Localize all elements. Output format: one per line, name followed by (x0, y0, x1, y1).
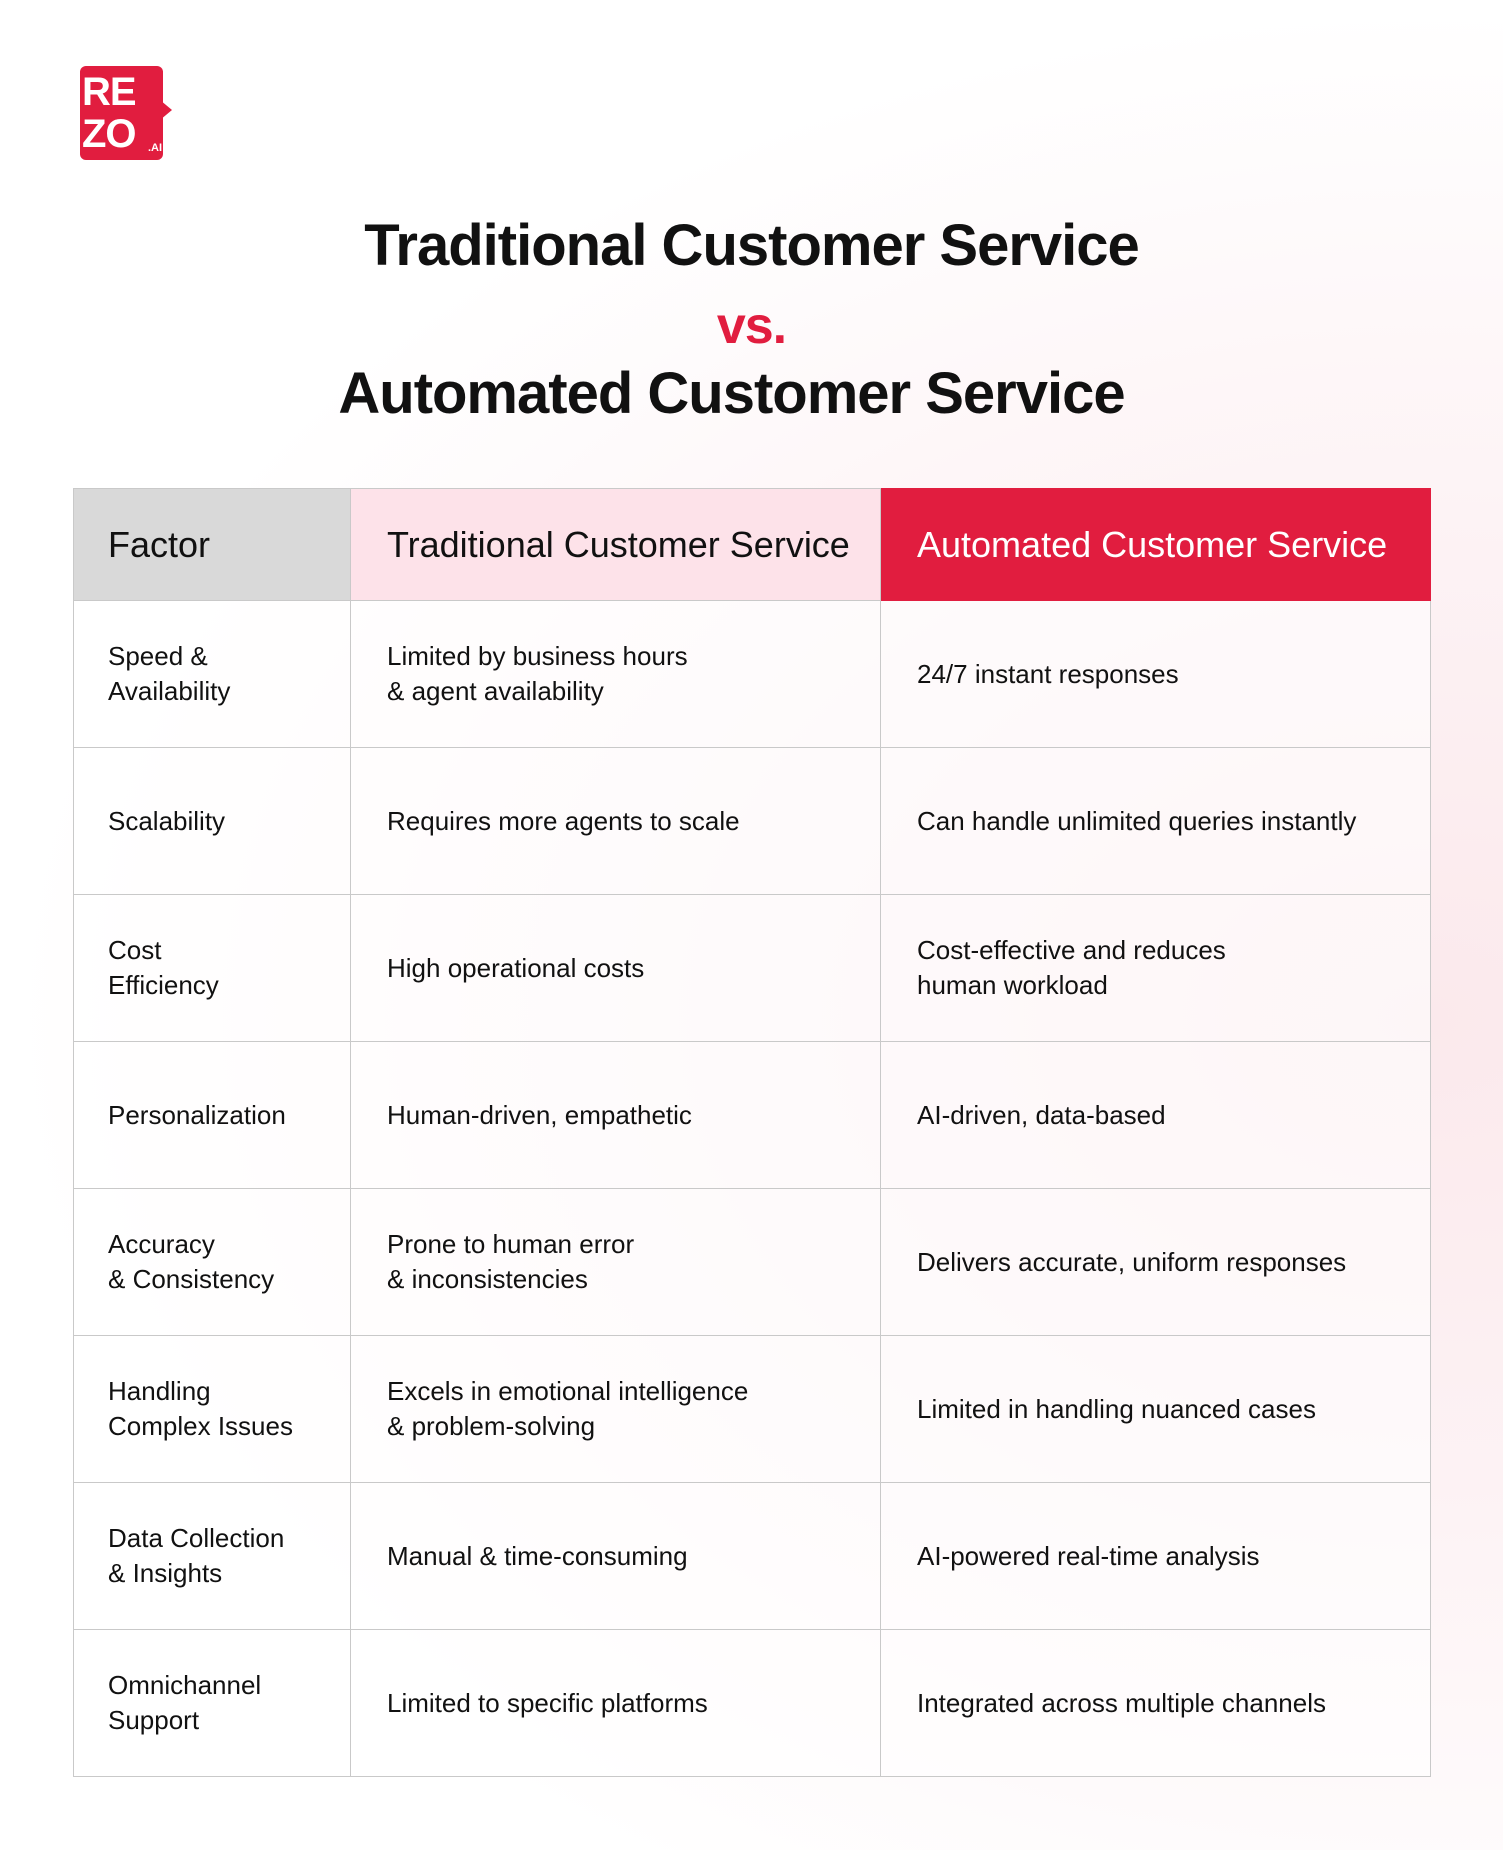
traditional-cell: Limited by business hours & agent availability (351, 601, 881, 748)
logo-notch (160, 100, 172, 120)
title-traditional: Traditional Customer Service (364, 213, 1139, 278)
table-row (74, 895, 1431, 1042)
title-vs: vs. (716, 297, 787, 355)
comparison-table (73, 488, 1431, 1777)
factor-cell: Cost Efficiency (74, 895, 351, 1042)
factor-cell: Handling Complex Issues (74, 1336, 351, 1483)
automated-cell: Can handle unlimited queries instantly (881, 748, 1431, 895)
table-row (74, 601, 1431, 748)
factor-cell: Scalability (74, 748, 351, 895)
automated-cell: AI-driven, data-based (881, 1042, 1431, 1189)
table-row (74, 1042, 1431, 1189)
factor-cell: Data Collection & Insights (74, 1483, 351, 1630)
rezo-logo (80, 66, 173, 160)
table-row (74, 1189, 1431, 1336)
logo-suffix: .AI (148, 142, 163, 154)
logo-text-top: RE (82, 70, 136, 114)
automated-cell: Limited in handling nuanced cases (881, 1336, 1431, 1483)
table-row (74, 1630, 1431, 1777)
traditional-cell: Prone to human error & inconsistencies (351, 1189, 881, 1336)
automated-cell: Delivers accurate, uniform responses (881, 1189, 1431, 1336)
factor-cell: Personalization (74, 1042, 351, 1189)
factor-cell: Omnichannel Support (74, 1630, 351, 1777)
traditional-cell: Excels in emotional intelligence & problem-solving (351, 1336, 881, 1483)
automated-cell: Cost-effective and reduces human workload (881, 895, 1431, 1042)
traditional-cell: High operational costs (351, 895, 881, 1042)
automated-cell: 24/7 instant responses (881, 601, 1431, 748)
header-row (74, 489, 1431, 601)
traditional-cell: Manual & time-consuming (351, 1483, 881, 1630)
traditional-cell: Human-driven, empathetic (351, 1042, 881, 1189)
header-factor: Factor (74, 489, 351, 601)
factor-cell: Speed & Availability (74, 601, 351, 748)
title-automated: Automated Customer Service (338, 361, 1125, 426)
traditional-cell: Requires more agents to scale (351, 748, 881, 895)
automated-cell: AI-powered real-time analysis (881, 1483, 1431, 1630)
header-traditional: Traditional Customer Service (351, 489, 881, 601)
logo-text-bottom: ZO (82, 112, 136, 156)
table-row (74, 1483, 1431, 1630)
header-automated: Automated Customer Service (881, 489, 1431, 601)
table-row (74, 748, 1431, 895)
automated-cell: Integrated across multiple channels (881, 1630, 1431, 1777)
traditional-cell: Limited to specific platforms (351, 1630, 881, 1777)
table-row (74, 1336, 1431, 1483)
factor-cell: Accuracy & Consistency (74, 1189, 351, 1336)
